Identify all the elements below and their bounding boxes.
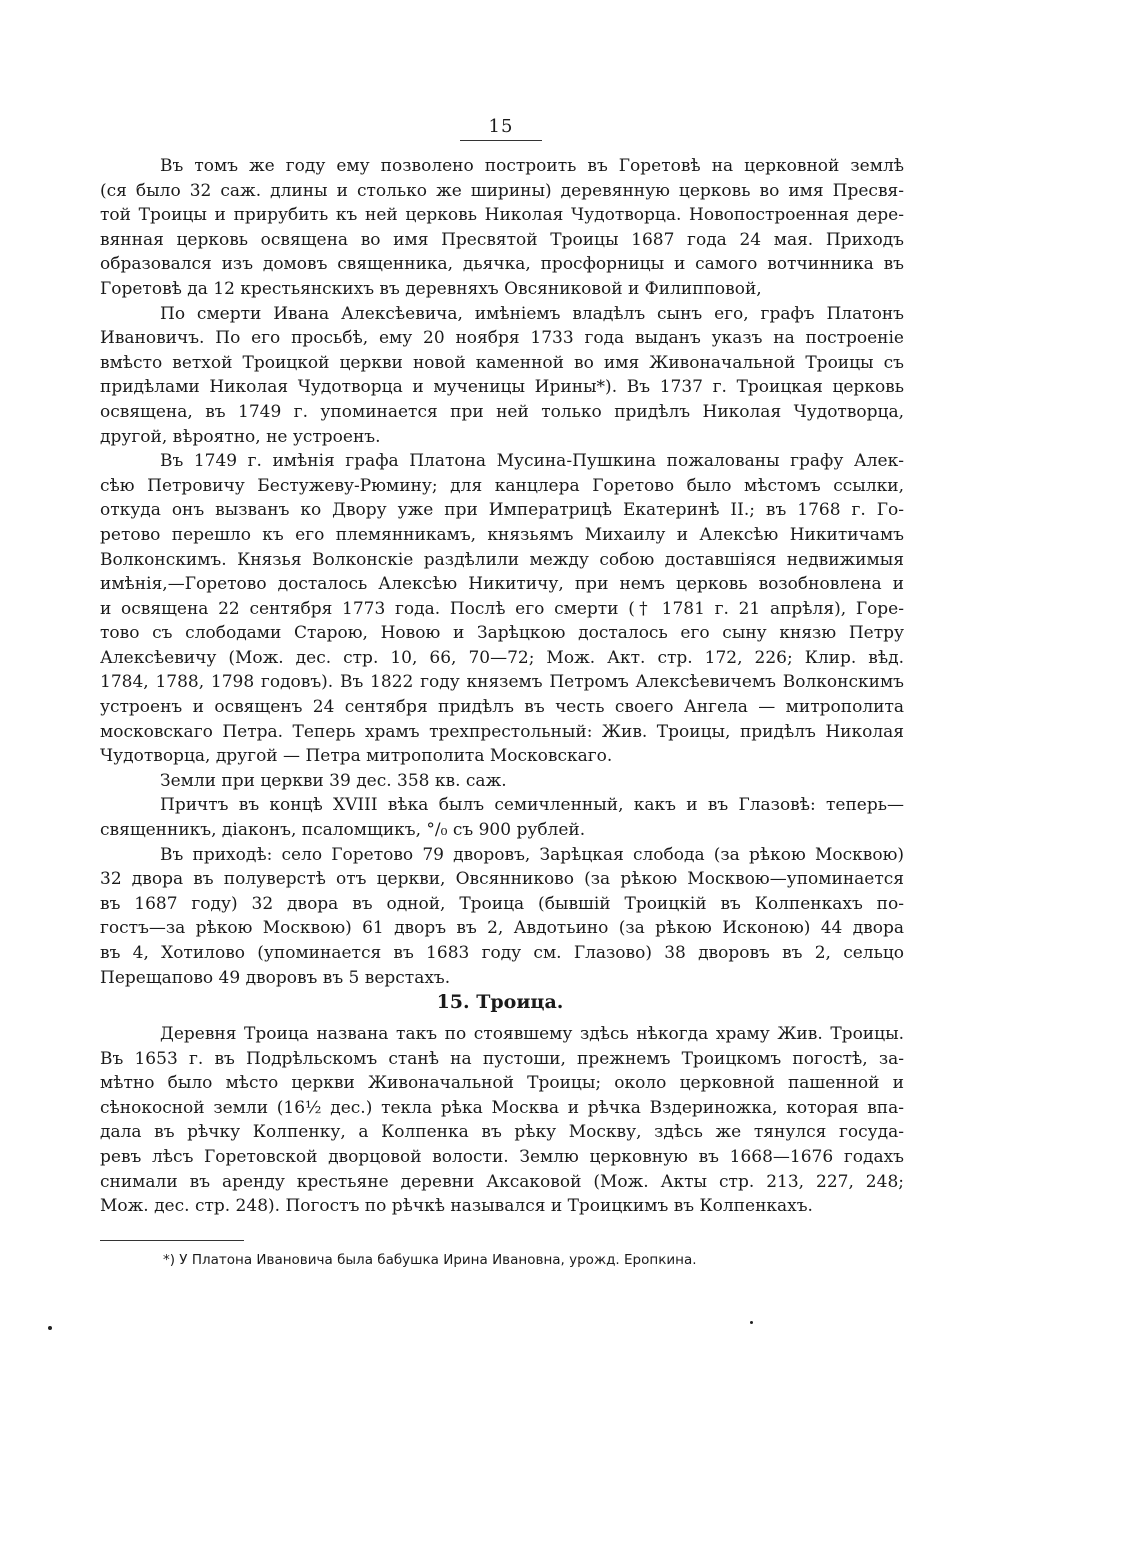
footnote: *) У Платона Ивановича была бабушка Ирина Ивановна, урожд. Еропкина. — [163, 1252, 697, 1268]
text-line: гостъ—за рѣкою Москвою) 61 дворъ въ 2, Авдотьино (за рѣкою Исконою) 44 двора — [100, 918, 904, 939]
print-speck — [48, 1326, 52, 1330]
paragraph — [100, 843, 904, 991]
text-line: дала въ рѣчку Колпенку, а Колпенка въ рѣку Москву, здѣсь же тянулся госуда- — [100, 1122, 904, 1143]
text-line: въ 1687 году) 32 двора въ одной, Троица (бывшій Троицкій въ Колпенкахъ по- — [100, 893, 904, 914]
text-line: Въ приходѣ: село Горетово 79 дворовъ, Зарѣцкая слобода (за рѣкою Москвою) — [160, 844, 904, 865]
text-line: имѣнія,—Горетово досталось Алексѣю Никитичу, при немъ церковь возобновлена и — [100, 574, 904, 595]
text-line: Чудотворца, другой — Петра митрополита Московскаго. — [100, 746, 613, 767]
text-line: устроенъ и освященъ 24 сентября придѣлъ въ честь своего Ангела — митрополита — [100, 697, 904, 718]
paragraph — [100, 1022, 904, 1219]
text-line: московскаго Петра. Теперь храмъ трехпрестольный: Жив. Троицы, придѣлъ Николая — [100, 721, 904, 742]
text-line: священникъ, діаконъ, псаломщикъ, °/₀ съ 900 рублей. — [100, 820, 586, 841]
text-line: ретово перешло къ его племянникамъ, князьямъ Михаилу и Алексѣю Никитичамъ — [100, 524, 904, 545]
text-line: 1784, 1788, 1798 годовъ). Въ 1822 году княземъ Петромъ Алексѣевичемъ Волконскимъ — [100, 672, 904, 693]
text-line: откуда онъ вызванъ ко Двору уже при Императрицѣ Екатеринѣ II.; въ 1768 г. Го- — [100, 500, 904, 521]
page-number: 15 — [488, 116, 514, 137]
text-line: Горетовѣ да 12 крестьянскихъ въ деревняхъ Овсяниковой и Филипповой, — [100, 278, 762, 299]
paragraph — [100, 449, 904, 769]
body-text-block — [100, 154, 904, 990]
section-heading: 15. Троица. — [436, 991, 564, 1013]
text-line: освящена, въ 1749 г. упоминается при ней только придѣлъ Николая Чудотворца, — [100, 401, 904, 422]
text-line: Волконскимъ. Князья Волконскіе раздѣлили между собою доставшіяся недвижимыя — [100, 549, 904, 570]
text-line: и освящена 22 сентября 1773 года. Послѣ его смерти († 1781 г. 21 апрѣля), Горе- — [100, 598, 904, 619]
footnote-rule — [100, 1240, 244, 1241]
paragraph — [100, 302, 904, 450]
text-line: вмѣсто ветхой Троицкой церкви новой каменной во имя Живоначальной Троицы съ — [100, 352, 904, 373]
text-line: Алексѣевичу (Мож. дес. стр. 10, 66, 70—72; Мож. Акт. стр. 172, 226; Клир. вѣд. — [100, 647, 904, 668]
text-line: 32 двора въ полуверстѣ отъ церкви, Овсянниково (за рѣкою Москвою—упоминается — [100, 869, 904, 890]
text-line: сѣю Петровичу Бестужеву-Рюмину; для канцлера Горетово было мѣстомъ ссылки, — [100, 475, 904, 496]
text-line: Въ 1749 г. имѣнія графа Платона Мусина-Пушкина пожалованы графу Алек- — [160, 451, 904, 472]
text-line: сѣнокосной земли (16½ дес.) текла рѣка Москва и рѣчка Вздериножка, которая впа- — [100, 1097, 904, 1118]
text-line: Въ 1653 г. въ Подрѣльскомъ станѣ на пустоши, прежнемъ Троицкомъ погостѣ, за- — [100, 1048, 904, 1069]
text-line: По смерти Ивана Алексѣевича, имѣніемъ владѣлъ сынъ его, графъ Платонъ — [160, 303, 904, 324]
text-line: ревъ лѣсъ Горетовской дворцовой волости. Землю церковную въ 1668—1676 годахъ — [100, 1146, 904, 1167]
text-line: снимали въ аренду крестьяне деревни Аксаковой (Мож. Акты стр. 213, 227, 248; — [100, 1171, 904, 1192]
page-number-rule — [460, 140, 542, 141]
page-header — [460, 116, 542, 141]
section-text-block — [100, 1022, 904, 1219]
text-line: мѣтно было мѣсто церкви Живоначальной Троицы; около церковной пашенной и — [100, 1073, 904, 1094]
text-line: той Троицы и прирубить къ ней церковь Николая Чудотворца. Новопостроенная дере- — [100, 205, 904, 226]
text-line: Деревня Троица названа такъ по стоявшему здѣсь нѣкогда храму Жив. Троицы. — [160, 1024, 904, 1044]
text-line: въ 4, Хотилово (упоминается въ 1683 году см. Глазово) 38 дворовъ въ 2, сельцо — [100, 943, 904, 963]
text-line: вянная церковь освящена во имя Пресвятой Троицы 1687 года 24 мая. Приходъ — [100, 229, 904, 250]
text-line: придѣлами Николая Чудотворца и мученицы Ирины*). Въ 1737 г. Троицкая церковь — [100, 377, 904, 398]
text-line: другой, вѣроятно, не устроенъ. — [100, 426, 381, 447]
text-line: тово съ слободами Старою, Новою и Зарѣцкою досталось его сыну князю Петру — [100, 623, 904, 644]
text-line: Земли при церкви 39 дес. 358 кв. саж. — [160, 770, 507, 791]
text-line: Причтъ въ концѣ XVIII вѣка былъ семичленный, какъ и въ Глазовѣ: теперь— — [160, 795, 904, 816]
paragraph — [100, 154, 904, 302]
text-line: (ся было 32 саж. длины и столько же ширины) деревянную церковь во имя Пресвя- — [100, 180, 904, 201]
text-line: Перещапово 49 дворовъ въ 5 верстахъ. — [100, 967, 451, 988]
paragraph — [100, 793, 904, 842]
text-line: образовался изъ домовъ священника, дьячка, просфорницы и самого вотчинника въ — [100, 254, 904, 275]
print-speck — [750, 1321, 753, 1324]
text-line: Ивановичъ. По его просьбѣ, ему 20 ноября 1733 года выданъ указъ на построеніе — [100, 328, 904, 349]
paragraph — [100, 769, 904, 794]
text-line: Мож. дес. стр. 248). Погостъ по рѣчкѣ назывался и Троицкимъ въ Колпенкахъ. — [100, 1196, 813, 1217]
text-line: Въ томъ же году ему позволено построить въ Горетовѣ на церковной землѣ — [160, 156, 904, 176]
